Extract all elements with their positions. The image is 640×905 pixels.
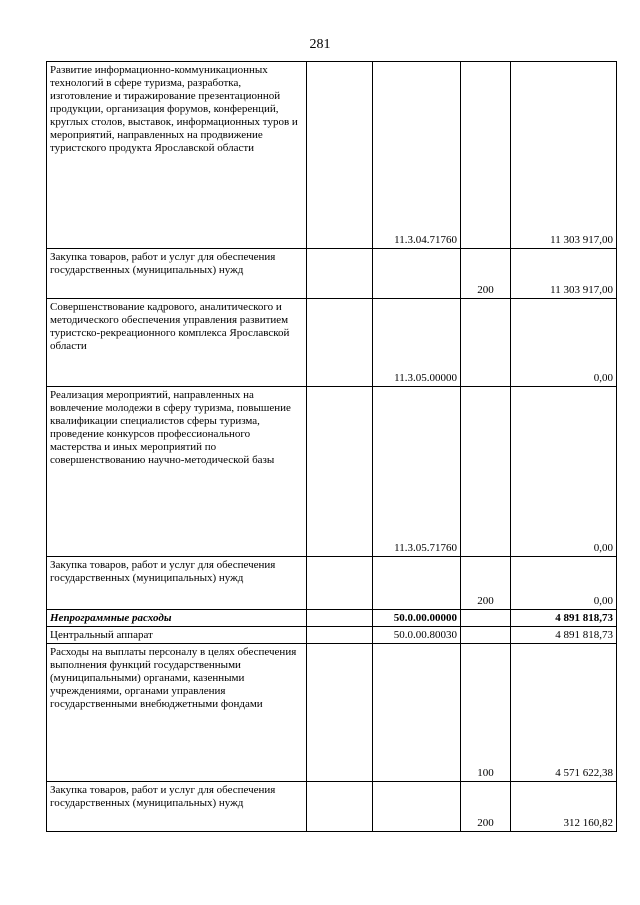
table-row: [47, 249, 617, 299]
row-amount: 11 303 917,00: [511, 62, 617, 249]
row-col2: [307, 299, 373, 387]
row-amount: 0,00: [511, 387, 617, 557]
row-expense-type: [461, 610, 511, 627]
row-code: [373, 782, 461, 832]
row-expense-type: 200: [461, 249, 511, 299]
table-row: [47, 62, 617, 249]
budget-table: [46, 61, 617, 832]
row-amount: 11 303 917,00: [511, 249, 617, 299]
table-row: [47, 610, 617, 627]
row-code: 11.3.05.00000: [373, 299, 461, 387]
row-col2: [307, 610, 373, 627]
row-col2: [307, 644, 373, 782]
row-col2: [307, 782, 373, 832]
page-number: 281: [309, 37, 331, 52]
row-code: [373, 557, 461, 610]
row-name: Совершенствование кадрового, аналитического и методического обеспечения управления развитием туристско-рекреационного комплекса Ярославской области: [47, 299, 307, 387]
row-name: Закупка товаров, работ и услуг для обеспечения государственных (муниципальных) нужд: [47, 782, 307, 832]
row-expense-type: [461, 387, 511, 557]
table-row: [47, 782, 617, 832]
table-row: [47, 299, 617, 387]
row-name: Закупка товаров, работ и услуг для обеспечения государственных (муниципальных) нужд: [47, 249, 307, 299]
table-row: [47, 627, 617, 644]
row-amount: 0,00: [511, 557, 617, 610]
row-code: 11.3.04.71760: [373, 62, 461, 249]
row-amount: 0,00: [511, 299, 617, 387]
row-expense-type: [461, 62, 511, 249]
row-col2: [307, 387, 373, 557]
row-code: 11.3.05.71760: [373, 387, 461, 557]
row-name: Реализация мероприятий, направленных на вовлечение молодежи в сферу туризма, повышение квалификации специалистов сферы туризма, проведение конкурсов профессионального мастерства и иных мероприятий по совершенствованию научно-методической базы: [47, 387, 307, 557]
row-amount: 312 160,82: [511, 782, 617, 832]
row-code: [373, 644, 461, 782]
row-code: 50.0.00.00000: [373, 610, 461, 627]
row-expense-type: 200: [461, 557, 511, 610]
row-amount: 4 891 818,73: [511, 610, 617, 627]
row-amount: 4 891 818,73: [511, 627, 617, 644]
row-name: Расходы на выплаты персоналу в целях обеспечения выполнения функций государственными (муниципальными) органами, казенными учреждениями, органами управления государственными внебюджетными фондами: [47, 644, 307, 782]
row-expense-type: 100: [461, 644, 511, 782]
row-col2: [307, 557, 373, 610]
row-code: 50.0.00.80030: [373, 627, 461, 644]
table-row: [47, 387, 617, 557]
row-name: Непрограммные расходы: [47, 610, 307, 627]
row-col2: [307, 627, 373, 644]
row-code: [373, 249, 461, 299]
row-expense-type: [461, 627, 511, 644]
row-name: Центральный аппарат: [47, 627, 307, 644]
table-row: [47, 557, 617, 610]
row-name: Закупка товаров, работ и услуг для обеспечения государственных (муниципальных) нужд: [47, 557, 307, 610]
row-amount: 4 571 622,38: [511, 644, 617, 782]
row-name: Развитие информационно-коммуникационных технологий в сфере туризма, разработка, изготовление и тиражирование презентационной продукции, организация форумов, конференций, круглых столов, выставок, информационных туров и мероприятий, направленных на продвижение туристского продукта Ярославской области: [47, 62, 307, 249]
row-expense-type: [461, 299, 511, 387]
row-expense-type: 200: [461, 782, 511, 832]
row-col2: [307, 249, 373, 299]
table-row: [47, 644, 617, 782]
row-col2: [307, 62, 373, 249]
